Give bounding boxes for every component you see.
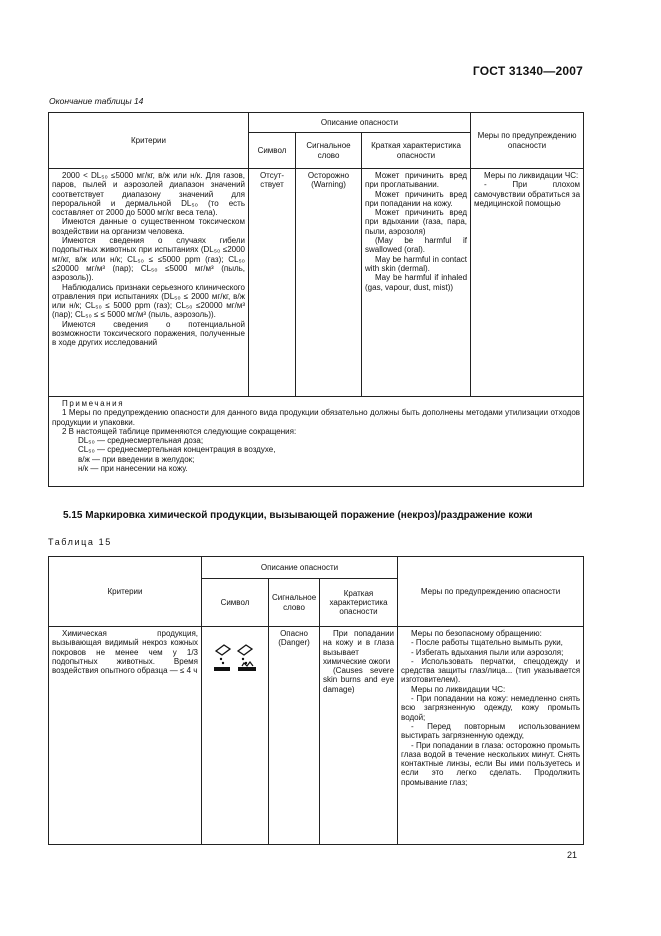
criteria-para: Имеются данные о существенном токсическом воздействии на организм человека. — [52, 217, 245, 236]
measures-cell — [398, 627, 584, 845]
criteria-para: 2000 < DL₅₀ ≤5000 мг/кг, в/ж или н/к. Для газов, паров, пылей и аэрозолей диапазон значений соответствует диапазону значений для пероральной и дермальной DL₅₀ (то есть составляет от 2000 до 5000 мг/кг веса тела). — [52, 171, 245, 218]
symbol-cell: Отсут-ствует — [249, 169, 296, 397]
table14-caption: Окончание таблицы 14 — [49, 96, 144, 106]
brief-para: May be harmful in contact with skin (dermal). — [365, 254, 468, 273]
brief-para: При попадании на кожу и в глаза вызывает химические ожоги — [323, 629, 395, 666]
criteria-para: Химическая продукция, вызывающая видимый некроз кожных покровов не менее чем у 1/3 подопытных животных. Время воздействия опытного образца — ≤ 4 ч — [52, 629, 198, 676]
col-header-brief: Краткая характеристика опасности — [362, 133, 471, 169]
criteria-para: Имеются сведения о потенциальной возможности токсического поражения, полученные в ходе других исследований — [52, 319, 245, 348]
criteria-para: Имеются сведения о случаях гибели подопытных животных при испытаниях (DL₅₀ ≤2000 мг/кг, в/ж или н/к; CL₅₀ ≤ ≤5000 ppm (газ); CL₅₀ ≤20000 мг/м³ (пар); CL₅₀ ≤5000 мг/м³ (пыль, аэрозоль)). — [52, 236, 245, 283]
abbr-item: CL₅₀ — среднесмертельная концентрация в воздухе, — [78, 445, 276, 455]
abbr-item: в/ж — при введении в желудок; — [78, 454, 195, 464]
table15-caption: Таблица 15 — [48, 537, 112, 547]
measures-para: Меры по безопасному обращению: — [411, 629, 542, 638]
measures-para: - При попадании на кожу: немедленно снять всю загрязненную одежду, кожу промыть водой; — [401, 694, 581, 722]
col-header-hazard: Описание опасности — [249, 113, 471, 133]
measures-para: - При плохом самочувствии обратиться за медицинской помощью — [474, 180, 581, 208]
measures-para: - После работы тщательно вымыть руки, — [411, 638, 563, 648]
criteria-para: Наблюдались признаки серьезного клинического отравления при испытаниях (DL₅₀ ≤ 2000 мг/кг, в/ж или н/к; CL₅₀ ≤ 5000 ppm (газ); CL₅₀ ≤20000 мг/м³ (пар); CL₅₀ ≤ ≤ 5000 мг/м³ (пыль, аэрозоль)). — [52, 282, 245, 320]
brief-para: (May be harmful if swallowed (oral). — [365, 236, 468, 255]
symbol-cell — [202, 627, 269, 845]
col-header-measures: Меры по предупреждению опасности — [471, 113, 584, 169]
measures-para: Меры по ликвидации ЧС: — [484, 171, 579, 180]
col-header-hazard: Описание опасности — [202, 557, 398, 579]
signal-cell — [296, 169, 362, 397]
col-header-symbol: Символ — [249, 133, 296, 169]
col-header-criteria: Критерии — [49, 113, 249, 169]
table-14 — [48, 112, 584, 487]
signal-word-en: (Warning) — [311, 180, 346, 190]
signal-cell — [269, 627, 320, 845]
table-15 — [48, 556, 584, 845]
page-number: 21 — [567, 850, 578, 860]
brief-para: Может причинить вред при попадании на кожу. — [365, 189, 468, 208]
brief-cell — [320, 627, 398, 845]
col-header-brief: Краткая характеристика опасности — [320, 579, 398, 627]
signal-word: Опасно — [280, 629, 308, 638]
brief-para: Может причинить вред при вдыхании (газа, пара, пыли, аэрозоля) — [365, 208, 468, 236]
note-1: 1 Меры по предупреждению опасности для данного вида продукции обязательно должны быть дополнены методами утилизации отходов продукции и упаковки. — [52, 408, 581, 427]
col-header-measures: Меры по предупреждению опасности — [398, 557, 584, 627]
abbr-item: DL₅₀ — среднесмертельная доза; — [78, 436, 204, 446]
note-2: 2 В настоящей таблице применяются следующие сокращения: — [62, 426, 297, 436]
measures-para: - Использовать перчатки, спецодежду и средства защиты глаз/лица... (тип указывается изготовителем). — [401, 656, 581, 685]
table-notes — [49, 397, 584, 487]
col-header-criteria: Критерии — [49, 557, 202, 627]
brief-para: May be harmful if inhaled (gas, vapour, dust, mist)) — [365, 273, 468, 292]
col-header-signal: Сигнальное слово — [296, 133, 362, 169]
measures-para: - Перед повторным использованием выстирать загрязненную одежду, — [401, 721, 581, 741]
brief-cell — [362, 169, 471, 397]
standard-number: ГОСТ 31340—2007 — [472, 64, 583, 78]
brief-para: (Causes severe skin burns and eye damage) — [323, 666, 395, 694]
abbr-item: н/к — при нанесении на кожу. — [78, 464, 188, 474]
corrosion-icon — [210, 643, 260, 673]
brief-para: Может причинить вред при проглатывании. — [365, 171, 468, 190]
criteria-cell — [49, 627, 202, 845]
measures-para: - Избегать вдыхания пыли или аэрозоля; — [411, 647, 564, 657]
col-header-symbol: Символ — [202, 579, 269, 627]
signal-word-en: (Danger) — [278, 638, 310, 648]
signal-word: Осторожно — [307, 171, 350, 180]
criteria-cell — [49, 169, 249, 397]
measures-para: Меры по ликвидации ЧС: — [411, 684, 506, 694]
col-header-signal: Сигнальное слово — [269, 579, 320, 627]
measures-cell — [471, 169, 584, 397]
measures-para: - При попадании в глаза: осторожно промыть глаза водой в течение нескольких минут. Снять контактные линзы, если Вы ими пользуетесь и если это легко сделать. Продолжить промывание глаз; — [401, 740, 581, 787]
notes-heading: Примечания — [62, 399, 125, 408]
section-title: 5.15 Маркировка химической продукции, вызывающей поражение (некроз)/раздражение кожи — [63, 510, 533, 521]
